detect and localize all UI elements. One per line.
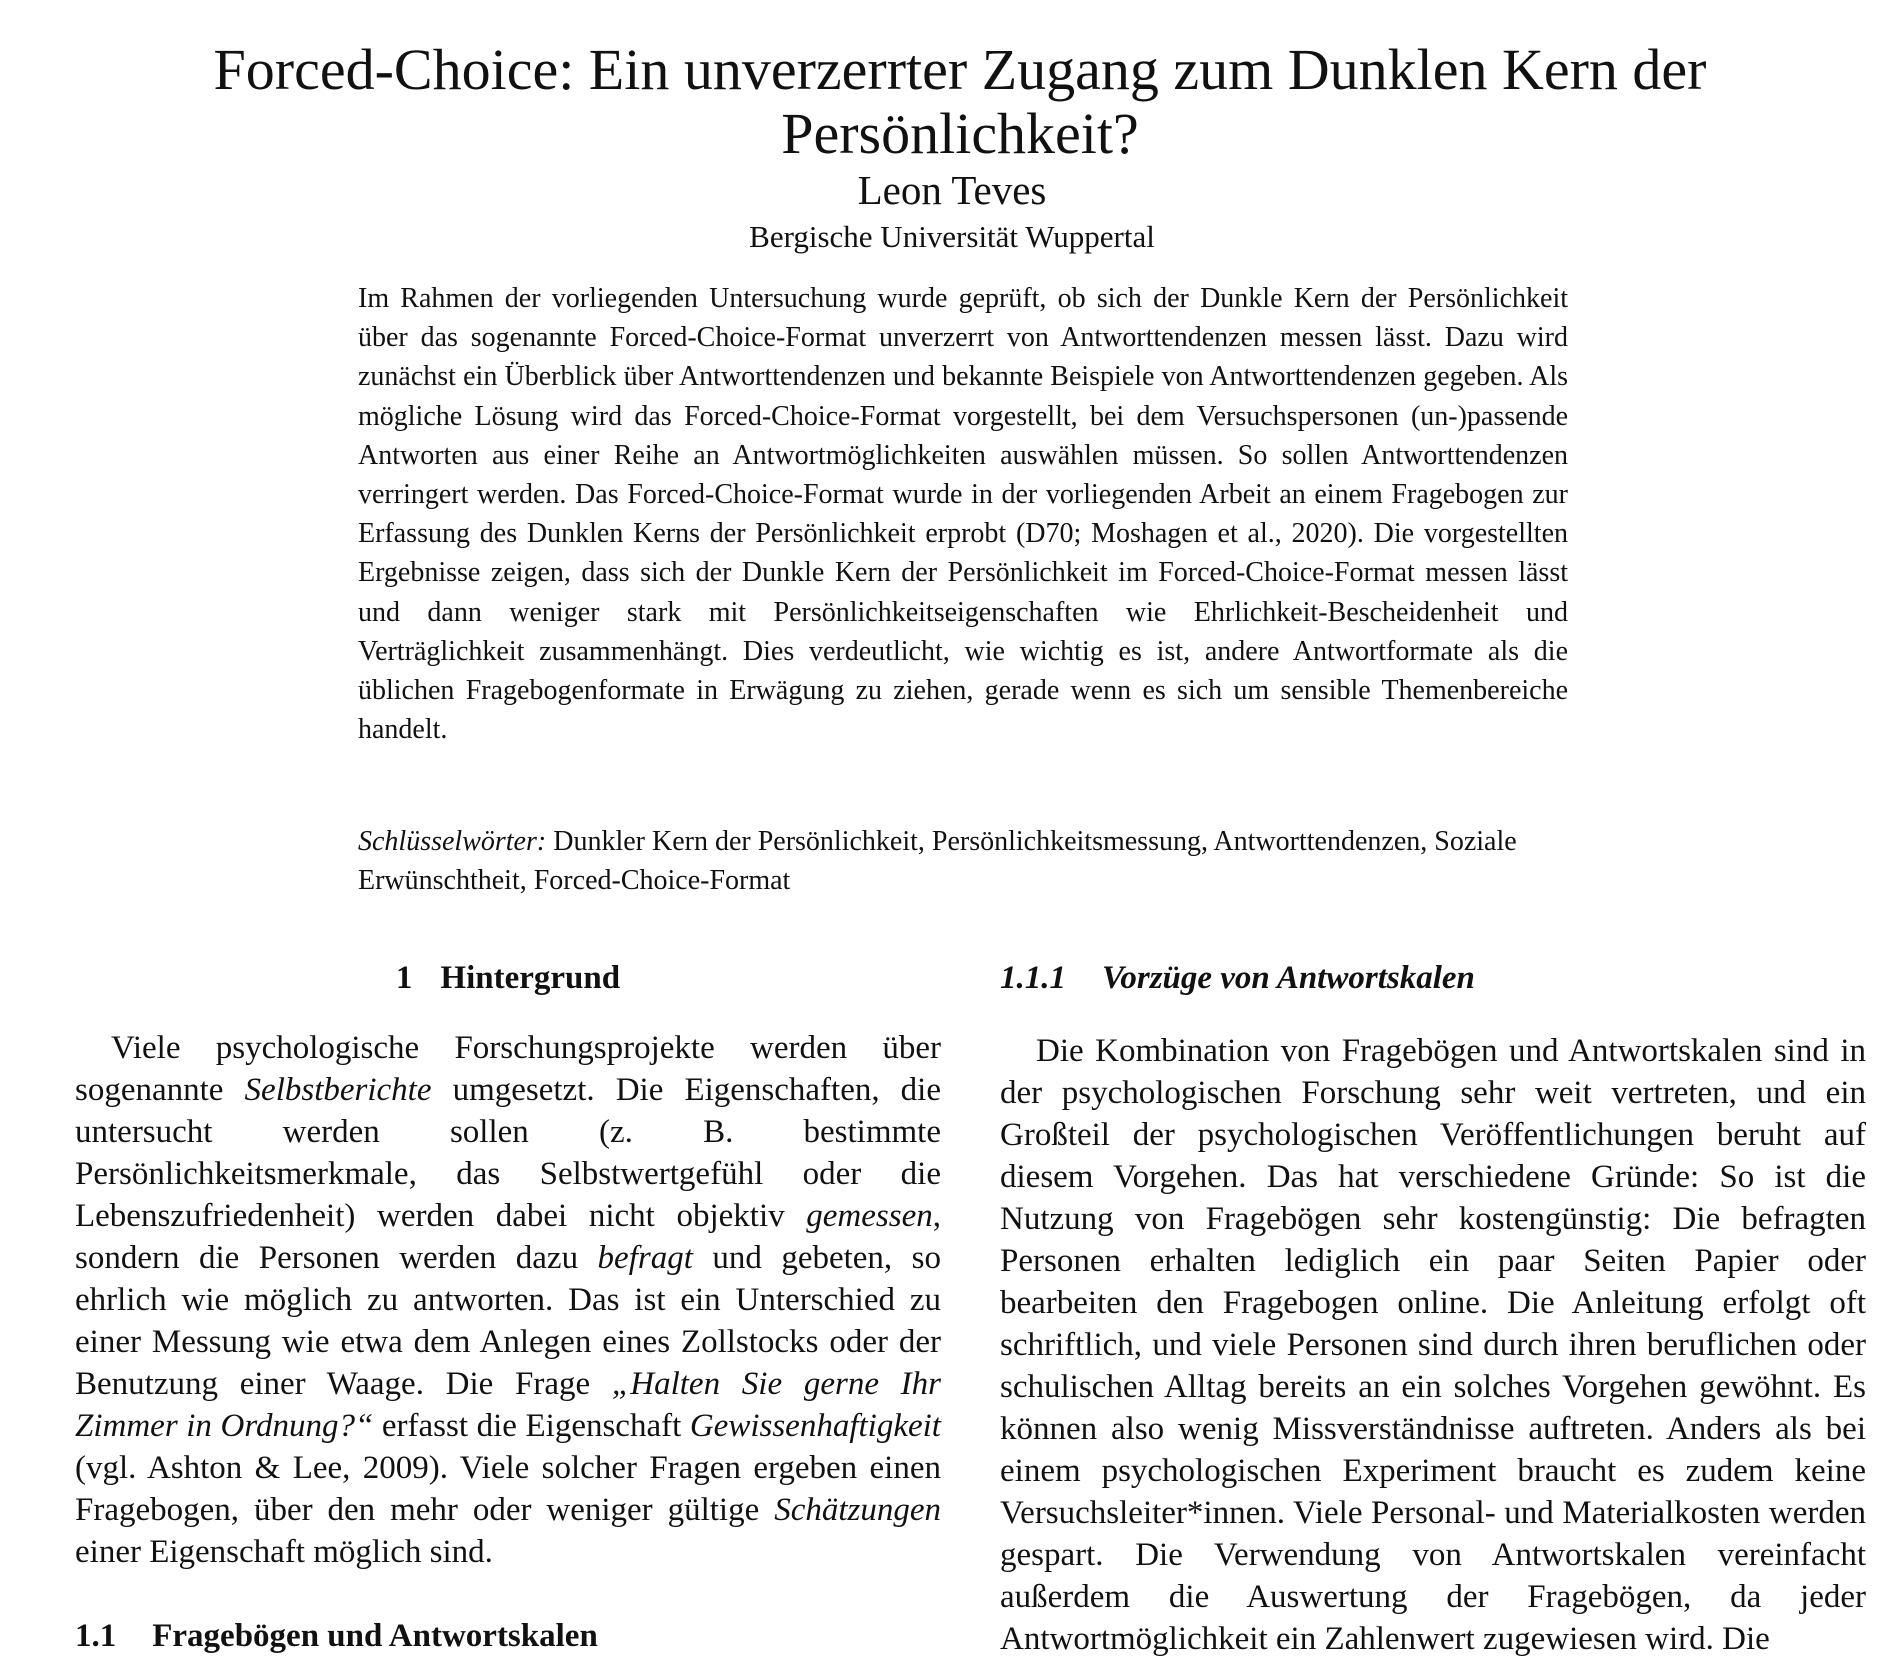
subsubsection-number: 1.1.1	[1000, 960, 1066, 996]
paper-title: Forced-Choice: Ein unverzerrter Zugang zum Dunklen Kern der Persönlichkeit?	[213, 37, 1707, 166]
emphasis-text: befragt	[597, 1240, 693, 1276]
subsubsection-heading	[1000, 958, 1866, 998]
right-column	[1000, 958, 1866, 1660]
section-title: Hintergrund	[440, 960, 621, 996]
subsection-title: Fragebögen und Antwortskalen	[152, 1618, 598, 1654]
abstract: Im Rahmen der vorliegenden Untersuchung wurde geprüft, ob sich der Dunkle Kern der Persönlichkeit über das sogenannte Forced-Choice-Format unverzerrt von Antworttendenzen messen lässt. Dazu wird zunächst ein Überblick über Antworttendenzen und bekannte Beispiele von Antworttendenzen gegeben. Als mögliche Lösung wird das Forced-Choice-Format vorgestellt, bei dem Versuchspersonen (un-)passende Antworten aus einer Reihe an Antwortmöglichkeiten auswählen müssen. So sollen Antworttendenzen verringert werden. Das Forced-Choice-Format wurde in der vorliegenden Arbeit an einem Fragebogen zur Erfassung des Dunklen Kerns der Persönlichkeit erprobt (D70; Moshagen et al., 2020). Die vorgestellten Ergebnisse zeigen, dass sich der Dunkle Kern der Persönlichkeit im Forced-Choice-Format messen lässt und dann weniger stark mit Persönlichkeitseigenschaften wie Ehrlichkeit-Bescheidenheit und Verträglichkeit zusammenhängt. Dies verdeutlicht, wie wichtig es ist, andere Antwortformate als die üblichen Fragebogenformate in Erwägung zu ziehen, gerade wenn es sich um sensible Themenbereiche handelt.	[358, 283, 1568, 746]
author-affiliation: Bergische Universität Wuppertal	[749, 219, 1155, 254]
emphasis-text: Schätzungen	[774, 1492, 941, 1528]
section-paragraph	[75, 1027, 941, 1573]
emphasis-text: gemessen	[806, 1198, 933, 1234]
text-run: , sondern die Personen werden dazu	[75, 1198, 941, 1276]
keywords-list: Dunkler Kern der Persönlichkeit, Persönlichkeitsmessung, Antworttendenzen, Soziale Erwünschtheit, Forced-Choice-Format	[358, 826, 1517, 897]
text-run: und gebeten, so ehrlich wie möglich zu antworten. Das ist ein Unterschied zu einer Messung wie etwa dem Anlegen eines Zollstocks oder der Benutzung einer Waage. Die Frage	[75, 1240, 941, 1402]
subsection-number: 1.1	[75, 1618, 117, 1654]
text-run: Viele psychologische Forschungsprojekte werden über sogenannte	[75, 1030, 941, 1108]
emphasis-text: Gewissenhaftigkeit	[689, 1408, 941, 1444]
text-run: erfasst die Eigenschaft	[373, 1408, 690, 1444]
keywords-label: Schlüsselwörter:	[358, 826, 547, 857]
author-name: Leon Teves	[857, 167, 1047, 213]
keywords	[358, 822, 1568, 901]
section-heading	[75, 958, 941, 998]
text-run: (vgl. Ashton & Lee, 2009). Viele solcher Fragen ergeben einen Fragebogen, über den mehr oder weniger gültige	[75, 1450, 941, 1528]
section-number: 1	[395, 960, 413, 996]
emphasis-text: „Halten Sie gerne Ihr Zimmer in Ordnung?“	[75, 1366, 942, 1444]
emphasis-text: Selbstberichte	[244, 1072, 432, 1108]
text-run: einer Eigenschaft möglich sind.	[75, 1534, 493, 1570]
subsubsection-paragraph: Die Kombination von Fragebögen und Antwortskalen sind in der psychologischen Forschung sehr weit vertreten, und ein Großteil der psychologischen Veröffentlichungen beruht auf diesem Vorgehen. Das hat verschiedene Gründe: So ist die Nutzung von Fragebögen sehr kostengünstig: Die befragten Personen erhalten lediglich ein paar Seiten Papier oder bearbeiten den Fragebogen online. Die Anleitung erfolgt oft schriftlich, und viele Personen sind durch ihren beruflichen oder schulischen Alltag bereits an ein solches Vorgehen gewöhnt. Es können also wenig Missverständnisse auftreten. Anders als bei einem psychologischen Experiment braucht es zudem keine Versuchsleiter*innen. Viele Personal- und Materialkosten werden gespart. Die Verwendung von Antwortskalen vereinfacht außerdem die Auswertung der Fragebögen, da jeder Antwortmöglichkeit ein Zahlenwert zugewiesen wird. Die	[1000, 1033, 1866, 1657]
left-column	[75, 958, 941, 1656]
subsection-heading	[75, 1616, 941, 1656]
text-run: umgesetzt. Die Eigenschaften, die untersucht werden sollen (z. B. bestimmte Persönlichkeitsmerkmale, das Selbstwertgefühl oder die Lebenszufriedenheit) werden dabei nicht objektiv	[75, 1072, 942, 1234]
subsubsection-title: Vorzüge von Antwortskalen	[1102, 960, 1475, 996]
